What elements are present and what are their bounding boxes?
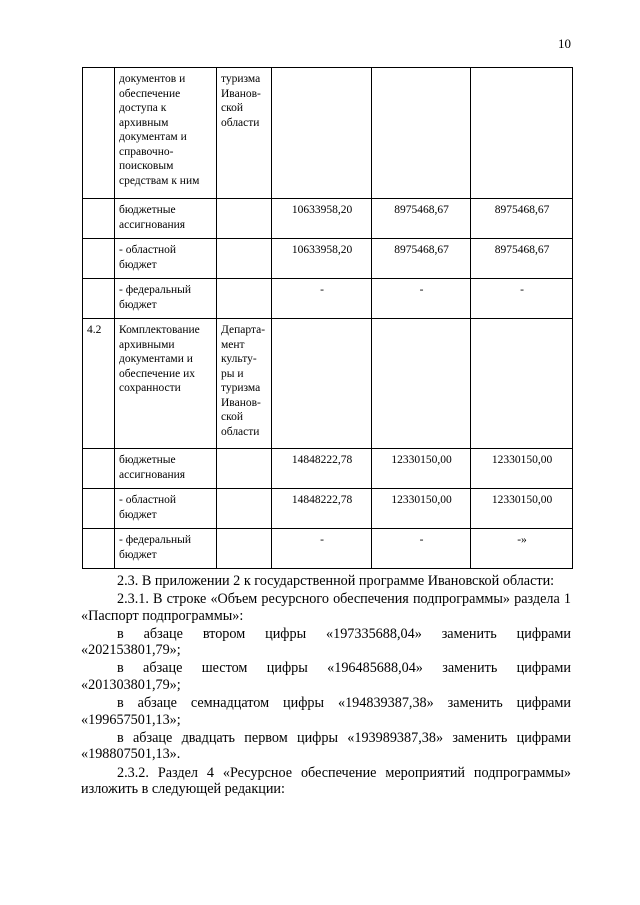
table-row — [83, 489, 573, 529]
value-year-1: - — [272, 279, 372, 319]
row-number — [83, 529, 115, 569]
executor — [217, 489, 272, 529]
value-year-3 — [471, 319, 573, 449]
table-row — [83, 319, 573, 449]
value-year-2: 12330150,00 — [372, 449, 471, 489]
table-row — [83, 449, 573, 489]
activity-name: документов и обеспечение доступа к архивным документам и справочно-поисковым средствам к ним — [115, 68, 217, 199]
paragraph: в абзаце шестом цифры «196485688,04» заменить цифрами «201303801,79»; — [81, 660, 571, 694]
executor: Департа-мент культу-ры и туризма Иванов-ской области — [217, 319, 272, 449]
activity-name: Комплектование архивными документами и обеспечение их сохранности — [115, 319, 217, 449]
value-year-1: 10633958,20 — [272, 239, 372, 279]
row-number — [83, 68, 115, 199]
row-number — [83, 239, 115, 279]
executor: туризма Иванов-ской области — [217, 68, 272, 199]
budget-table — [82, 67, 573, 569]
value-year-3: 8975468,67 — [471, 239, 573, 279]
table-row — [83, 279, 573, 319]
executor — [217, 529, 272, 569]
activity-name: бюджетные ассигнования — [115, 199, 217, 239]
table-row — [83, 68, 573, 199]
page-number: 10 — [558, 36, 571, 51]
value-year-3 — [471, 68, 573, 199]
activity-name: - областной бюджет — [115, 489, 217, 529]
value-year-3: -» — [471, 529, 573, 569]
value-year-3: 8975468,67 — [471, 199, 573, 239]
value-year-1: 10633958,20 — [272, 199, 372, 239]
paragraph: в абзаце втором цифры «197335688,04» заменить цифрами «202153801,79»; — [81, 625, 571, 659]
executor — [217, 239, 272, 279]
value-year-2: - — [372, 279, 471, 319]
table-row — [83, 529, 573, 569]
paragraph: в абзаце семнадцатом цифры «194839387,38» заменить цифрами «199657501,13»; — [81, 695, 571, 728]
activity-name: бюджетные ассигнования — [115, 449, 217, 489]
executor — [217, 279, 272, 319]
activity-name: - федеральный бюджет — [115, 279, 217, 319]
value-year-3: 12330150,00 — [471, 489, 573, 529]
row-number — [83, 489, 115, 529]
row-number — [83, 449, 115, 489]
value-year-2: 8975468,67 — [372, 199, 471, 239]
row-number — [83, 199, 115, 239]
row-number — [83, 279, 115, 319]
table-row — [83, 239, 573, 279]
value-year-3: 12330150,00 — [471, 449, 573, 489]
value-year-1 — [272, 319, 372, 449]
value-year-2 — [372, 319, 471, 449]
paragraph: 2.3.2. Раздел 4 «Ресурсное обеспечение мероприятий подпрограммы» изложить в следующей редакции: — [81, 764, 571, 798]
value-year-1: - — [272, 529, 372, 569]
table-row — [83, 199, 573, 239]
amendment-text — [81, 573, 571, 799]
executor — [217, 449, 272, 489]
value-year-3: - — [471, 279, 573, 319]
row-number: 4.2 — [83, 319, 115, 449]
paragraph: 2.3. В приложении 2 к государственной программе Ивановской области: — [117, 573, 555, 589]
activity-name: - федеральный бюджет — [115, 529, 217, 569]
value-year-2: 12330150,00 — [372, 489, 471, 529]
paragraph: 2.3.1. В строке «Объем ресурсного обеспечения подпрограммы» раздела 1 «Паспорт подпрограммы»: — [81, 591, 571, 624]
value-year-2: 8975468,67 — [372, 239, 471, 279]
activity-name: - областной бюджет — [115, 239, 217, 279]
value-year-1: 14848222,78 — [272, 449, 372, 489]
value-year-2 — [372, 68, 471, 199]
value-year-1: 14848222,78 — [272, 489, 372, 529]
value-year-2: - — [372, 529, 471, 569]
value-year-1 — [272, 68, 372, 199]
executor — [217, 199, 272, 239]
paragraph: в абзаце двадцать первом цифры «193989387,38» заменить цифрами «198807501,13». — [81, 729, 571, 763]
